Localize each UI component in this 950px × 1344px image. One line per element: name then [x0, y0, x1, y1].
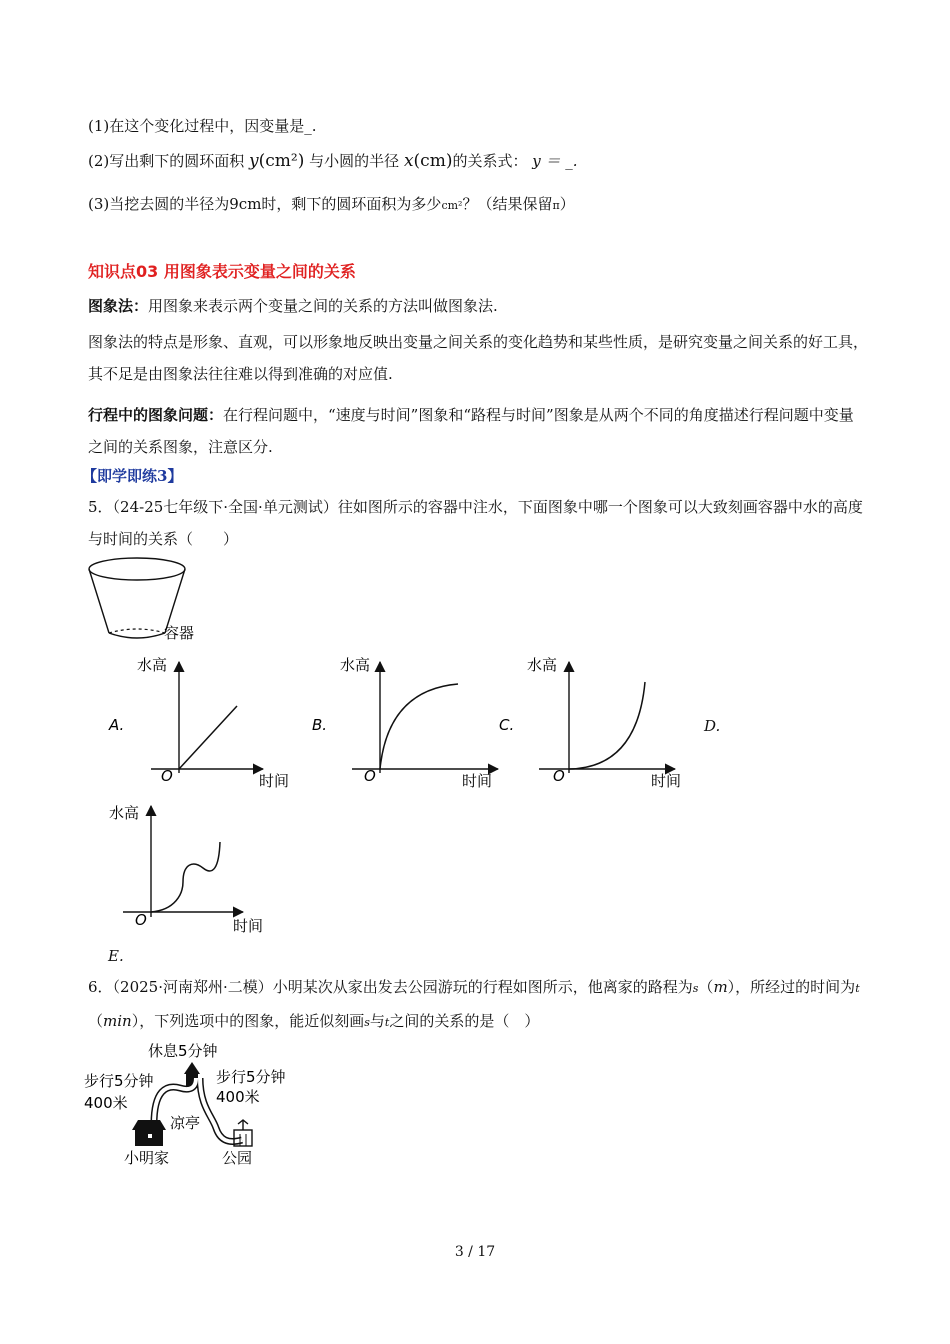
container-bottom-back — [109, 629, 165, 633]
q-prev-part3-text-a: (3)当挖去圆的半径为 — [88, 195, 230, 213]
travel-text: 在行程问题中，“速度与时间”图象和“路程与时间”图象是从两个不同的角度描述行程问题中变量之间的关系图象，注意区分. — [88, 406, 854, 456]
x-axis-label: 时间 — [651, 772, 682, 790]
origin-label: O — [135, 911, 147, 929]
container-rim — [89, 558, 185, 580]
curve-wavy — [151, 842, 220, 912]
y-axis-label: 水高 — [340, 656, 371, 674]
x-axis-label: 时间 — [462, 772, 493, 790]
var-y: y — [249, 151, 259, 171]
q6-text-g: 之间的关系的是（ ） — [389, 1012, 540, 1030]
travel-paragraph — [88, 399, 868, 463]
unit-m: m — [713, 978, 728, 996]
container-left-side — [89, 569, 109, 633]
walk-left-label: 步行5分钟 — [84, 1072, 154, 1090]
y-axis-label: 水高 — [109, 804, 140, 822]
q-prev-part3 — [88, 194, 575, 216]
var-t-2: t — [384, 1016, 390, 1029]
pavilion-label: 凉亭 — [170, 1114, 201, 1132]
unit-min: min — [103, 1012, 132, 1030]
feature-paragraph: 图象法的特点是形象、直观，可以形象地反映出变量之间关系的变化趋势和某些性质，是研究变量之间关系的好工具，其不足是由图象法往往难以得到准确的对应值. — [88, 333, 869, 383]
definition — [88, 296, 498, 316]
q-prev-part2-text-a: (2)写出剩下的圆环面积 — [88, 152, 245, 170]
q-prev-part3-text-b: 时，剩下的圆环面积为多少 — [261, 195, 442, 213]
q6-text-e: ），下列选项中的图象，能近似刻画 — [131, 1012, 365, 1030]
unit-cm2-small: cm² — [441, 199, 463, 212]
origin-label: O — [161, 767, 173, 785]
q-prev-part1: (1)在这个变化过程中，因变量是_. — [88, 117, 317, 135]
walk-right-label: 步行5分钟 — [216, 1068, 286, 1086]
curve-linear — [179, 706, 237, 769]
origin-label: O — [364, 767, 376, 785]
container-bottom-front — [109, 633, 165, 638]
graph-c — [497, 650, 697, 795]
q6-text-a: 6．（2025·河南郑州·二模）小明某次从家出发去公园游玩的行程如图所示，他离家的路程为 — [88, 978, 693, 996]
option-e-label: E. — [108, 947, 124, 965]
var-t: t — [855, 982, 860, 995]
q6-text-f: 与 — [369, 1012, 385, 1030]
q-prev-part2-text-c: 的关系式： — [452, 152, 528, 170]
curve-convex — [569, 682, 645, 769]
x-axis-label: 时间 — [233, 917, 264, 935]
q-prev-part2 — [88, 151, 578, 171]
equation-blank: y ＝ _. — [532, 152, 578, 170]
dist-left-label: 400米 — [84, 1094, 128, 1112]
radius-value: 9cm — [229, 195, 262, 213]
home-label: 小明家 — [124, 1149, 170, 1167]
q6-text — [88, 971, 868, 1039]
section-title: 知识点03 用图象表示变量之间的关系 — [88, 262, 356, 281]
pi-symbol: π — [552, 199, 560, 212]
definition-text: 用图象来表示两个变量之间的关系的方法叫做图象法. — [148, 297, 498, 315]
q6-text-d: （ — [88, 1012, 104, 1030]
park-label: 公园 — [222, 1149, 253, 1167]
graph-e — [105, 798, 285, 948]
page-number: 3 / 17 — [454, 1244, 496, 1260]
pavilion-roof-icon — [184, 1062, 200, 1074]
route-map — [80, 1036, 320, 1171]
unit-cm2: (cm²) — [258, 151, 305, 171]
practice-heading: 【即学即练3】 — [82, 467, 183, 485]
var-s-2: s — [364, 1016, 370, 1029]
y-axis-label: 水高 — [527, 656, 558, 674]
var-s: s — [692, 982, 699, 995]
option-a-label: A. — [109, 716, 125, 734]
graph-a — [105, 650, 305, 795]
var-x: x — [403, 151, 414, 171]
q5-text: 5．（24-25七年级下·全国·单元测试）往如图所示的容器中注水，下面图象中哪一个图象可以大致刻画容器中水的高度与时间的关系（ ） — [88, 498, 863, 548]
q-prev-part3-text-c: ？（结果保留 — [462, 195, 553, 213]
q-prev-part2-text-b: 与小圆的半径 — [309, 152, 400, 170]
x-axis-label: 时间 — [259, 772, 290, 790]
home-window-icon — [148, 1134, 152, 1138]
definition-term: 图象法： — [88, 297, 149, 315]
q6-text-c: ），所经过的时间为 — [727, 978, 856, 996]
q6-text-b: （ — [698, 978, 714, 996]
container-label: 容器 — [164, 624, 195, 642]
travel-term: 行程中的图象问题： — [88, 406, 224, 424]
graph-b — [308, 650, 508, 795]
q-prev-part3-text-d: ） — [559, 195, 575, 213]
rest-label: 休息5分钟 — [148, 1042, 218, 1060]
container-figure — [84, 555, 224, 655]
option-c-label: C. — [499, 716, 515, 734]
dist-right-label: 400米 — [216, 1088, 260, 1106]
y-axis-label: 水高 — [137, 656, 168, 674]
option-d-label: D. — [704, 717, 721, 735]
option-b-label: B. — [312, 716, 328, 734]
origin-label: O — [553, 767, 565, 785]
curve-concave — [380, 684, 458, 769]
unit-cm: (cm) — [413, 151, 453, 171]
